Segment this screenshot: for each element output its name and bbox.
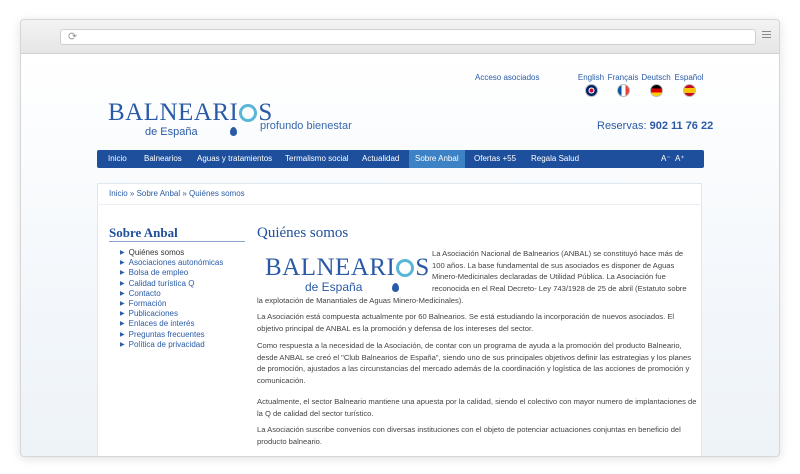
arrow-icon: ▶ [120, 250, 125, 256]
sidebar-item-privacidad[interactable] [120, 340, 223, 350]
text-line: desde ANBAL se creó el "Club Balnearios de España", siendo uno de sus principales objetivos definir las estrategias y los planes [257, 352, 691, 362]
logo-wordmark [108, 100, 273, 126]
sidebar-item-formacion[interactable] [120, 299, 223, 309]
sidebar-item-label: Publicaciones [128, 309, 178, 319]
logo-ring-icon [239, 104, 257, 122]
spain-flag-icon [683, 84, 696, 97]
arrow-icon: ▶ [120, 311, 125, 318]
sidebar-item-preguntas[interactable] [120, 330, 223, 340]
sidebar-item-label: Formación [128, 299, 167, 309]
tagline: profundo bienestar [260, 120, 352, 132]
sidebar-item-label: Política de privacidad [128, 339, 205, 349]
arrow-icon: ▶ [120, 260, 125, 267]
reload-icon[interactable]: ⟳ [68, 31, 78, 43]
arrow-icon: ▶ [120, 321, 125, 328]
nav-item-balnearios[interactable]: Balnearios [144, 154, 182, 163]
sidebar-item-bolsa-empleo[interactable] [120, 268, 223, 278]
nav-item-termalismo[interactable]: Termalismo social [285, 154, 349, 163]
paragraph-calidad [257, 396, 696, 419]
sidebar-item-label: Calidad turística Q [128, 278, 195, 288]
browser-window [20, 19, 780, 457]
germany-flag-icon [650, 84, 663, 97]
address-bar[interactable] [60, 29, 756, 45]
paragraph-intro-end: la explotación de Manantiales de Aguas Minero-Medicinales). [257, 296, 464, 305]
paragraph-composition [257, 311, 674, 334]
lang-label: Deutsch [641, 73, 671, 82]
paragraph-convenios [257, 424, 681, 447]
sidebar-item-quienes-somos[interactable] [120, 248, 223, 258]
nav-item-aguas[interactable]: Aguas y tratamientos [197, 154, 273, 163]
text-line: Como respuesta a la necesidad de la Asociación, de contar con un programa de ayuda a la promoción del producto Balneario, [257, 341, 682, 350]
paragraph-club [257, 340, 691, 387]
page-title: Quiénes somos [257, 225, 349, 241]
text-line: la Q de calidad del sector turístico. [257, 408, 374, 418]
sidebar-item-publicaciones[interactable] [120, 309, 223, 319]
hamburger-menu-icon[interactable] [762, 31, 771, 40]
nav-item-actualidad[interactable]: Actualidad [362, 154, 400, 163]
logo-text-end: S [415, 254, 430, 281]
font-increase-button[interactable]: A⁺ [675, 154, 685, 163]
content-logo [265, 255, 430, 293]
text-line: reconocida en el Real Decreto- Ley 743/1928 de 25 de abril (Estatuto sobre [432, 284, 687, 294]
arrow-icon: ▶ [120, 341, 125, 348]
text-line: Minero-Medicinales declaradas de Utilidad Pública. La Asociación fue [432, 272, 666, 282]
paragraph-intro [432, 248, 687, 295]
lang-spanish[interactable] [672, 73, 706, 97]
sidebar-menu [120, 248, 223, 350]
sidebar-item-calidad[interactable] [120, 279, 223, 289]
lang-label: Español [674, 73, 704, 82]
water-drop-icon [230, 127, 237, 136]
water-drop-icon [392, 283, 399, 292]
text-line: Actualmente, el sector Balneario mantiene una apuesta por la calidad, siendo el colectivo con mayor numero de implantaciones de [257, 397, 697, 406]
website [21, 54, 779, 456]
breadcrumb[interactable]: Inicio » Sobre Anbal » Quiénes somos [109, 189, 245, 198]
arrow-icon: ▶ [120, 331, 125, 338]
arrow-icon: ▶ [120, 270, 125, 277]
text-line: comunicación. [257, 376, 306, 386]
logo-wordmark [265, 255, 430, 281]
breadcrumb-bar [97, 183, 702, 205]
sidebar-item-label: Preguntas frecuentes [128, 329, 205, 339]
reservas-phone [597, 120, 713, 132]
logo-subtitle: de España [305, 280, 363, 294]
browser-toolbar [21, 20, 779, 54]
text-line: objetivo principal de ANBAL es la promoción y defensa de los intereses del sector. [257, 323, 534, 333]
logo-text: BALNEARI [265, 254, 396, 281]
font-decrease-button[interactable]: A⁻ [661, 154, 671, 163]
lang-french[interactable] [606, 73, 640, 97]
text-line: La Asociación Nacional de Balnearios (ANBAL) se constituyó hace más de [432, 249, 684, 258]
text-line: producto balneario. [257, 436, 323, 446]
nav-item-ofertas[interactable]: Ofertas +55 [474, 154, 517, 163]
arrow-icon: ▶ [120, 301, 125, 308]
logo-text-end: S [258, 99, 273, 126]
content-area [97, 204, 702, 457]
site-logo[interactable] [108, 100, 273, 138]
lang-german[interactable] [639, 73, 673, 97]
logo-ring-icon [396, 259, 414, 277]
text-line: La Asociación suscribe convenios con diversas instituciones con el objeto de potenciar actuaciones conjuntas en beneficio del [257, 425, 681, 434]
nav-item-regala-salud[interactable]: Regala Salud [531, 154, 580, 163]
uk-flag-icon [585, 84, 598, 97]
lang-label: English [577, 73, 605, 82]
logo-subtitle: de España [145, 126, 198, 138]
sidebar-item-label: Quiénes somos [128, 248, 185, 257]
arrow-icon: ▶ [120, 290, 125, 297]
nav-item-sobre-anbal[interactable]: Sobre Anbal [409, 150, 465, 168]
lang-english[interactable] [574, 73, 608, 97]
arrow-icon: ▶ [120, 280, 125, 287]
text-line: 100 años. La base fundamental de sus asociados es disponer de Aguas [432, 260, 675, 270]
main-nav [97, 150, 704, 168]
sidebar-item-label: Bolsa de empleo [128, 268, 189, 278]
reservas-number: 902 11 76 22 [649, 120, 714, 132]
sidebar-item-asociaciones[interactable] [120, 258, 223, 268]
text-line: La Asociación está compuesta actualmente por 60 Balnearios. Se está estudiando la incorporación de nuevos asociados. El [257, 312, 675, 321]
lang-label: Français [607, 73, 639, 82]
acceso-asociados-link[interactable]: Acceso asociados [475, 73, 540, 82]
france-flag-icon [617, 84, 630, 97]
logo-text: BALNEARI [108, 99, 239, 126]
text-line: de promoción, ajustados a las circunstancias del mercado además de la coordinación y logística de las acciones de promoción y [257, 364, 690, 374]
sidebar-item-enlaces[interactable] [120, 319, 223, 329]
sidebar-item-label: Asociaciones autonómicas [128, 258, 224, 268]
sidebar-item-contacto[interactable] [120, 289, 223, 299]
sidebar-item-label: Enlaces de interés [128, 319, 195, 329]
sidebar-divider [109, 241, 245, 242]
sidebar-title: Sobre Anbal [109, 225, 178, 240]
reservas-label: Reservas: [597, 120, 647, 132]
nav-item-inicio[interactable]: Inicio [108, 154, 127, 163]
sidebar-item-label: Contacto [128, 288, 161, 298]
